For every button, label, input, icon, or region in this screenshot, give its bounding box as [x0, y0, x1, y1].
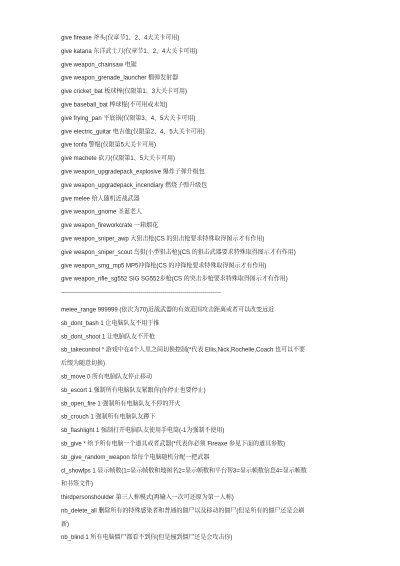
give-command-entry — [61, 245, 361, 258]
command-text-line: give tonfa 警棍(仅限第5大关卡可用) — [61, 141, 157, 149]
console-command-entry — [61, 410, 361, 423]
command-text-line: cl_showfps 1 显示帧数(1=显示帧数和地图名2=显示帧数和平台帮3=显示帧数信息4=显示帧数 — [61, 466, 307, 474]
console-command-entry — [61, 450, 361, 463]
separator-line: -------------------------------------------------------------------------------- — [61, 288, 221, 296]
command-text-line: sb_give * 给予所有电脑一个道具或者武器(*代表你必须 Fireaxe 参见下面的道具参数) — [61, 439, 286, 447]
give-command-entry — [61, 138, 361, 151]
command-text-line: sb_dont_shoot 1 让电脑队友不开枪 — [61, 332, 156, 340]
console-command-entry — [61, 316, 361, 329]
console-command-entry — [61, 343, 361, 370]
command-text-line: sb_move 0 所有电脑队友停止移动 — [61, 372, 153, 380]
give-command-entry — [61, 165, 361, 178]
give-command-entry — [61, 85, 361, 98]
give-command-list — [61, 31, 361, 286]
command-text-line: melee_range 999999 (依次为70)近战武器的有效范围攻击距离或者可以改变远近 — [61, 305, 275, 313]
command-text-line: give weapon_sniper_scout 鸟狙(小型狙击枪)(CS 的狙击武器要求特殊取得图示才有作用) — [61, 248, 296, 256]
command-text-line: give melee 给人随机近战武器 — [61, 194, 140, 202]
give-command-entry — [61, 259, 361, 272]
console-command-entry — [61, 370, 361, 383]
document-text-area — [61, 31, 361, 561]
give-command-entry — [61, 152, 361, 165]
command-text-line: 后缀为随意切换) — [61, 359, 105, 367]
console-command-list — [61, 303, 361, 544]
command-text-line: thirdpersonshoulder 第三人称模式(再输入一次可还原为第一人称) — [61, 493, 234, 501]
give-command-entry — [61, 192, 361, 205]
command-text-line: nb_delete_all 删除所有的特殊感染者和普通的僵尸以及移动的僵尸(但是所有的僵尸还是会刷 — [61, 506, 305, 514]
give-command-entry — [61, 44, 361, 57]
command-text-line: nb_blind 1 所有电脑僵尸都看不到你(但是撞到僵尸还是会攻击你) — [61, 533, 233, 541]
give-command-entry — [61, 219, 361, 232]
command-text-line: sb_takecontrol * 游戏中在4个人里之间切换控制(*代表 Ellis,Nick,Rochelle,Coach 也可以不要 — [61, 346, 306, 354]
give-command-entry — [61, 205, 361, 218]
command-text-line: give weapon_gnome 圣诞老人 — [61, 208, 143, 216]
command-text-line: give cricket_bat 板球棒(仅限第1、3大关卡可用) — [61, 87, 188, 95]
console-command-entry — [61, 437, 361, 450]
console-command-entry — [61, 464, 361, 491]
console-command-entry — [61, 491, 361, 504]
command-text-line: give weapon_fireworkcrate 一箱烟花 — [61, 221, 159, 229]
console-command-entry — [61, 383, 361, 396]
give-command-entry — [61, 111, 361, 124]
command-text-line: sb_give_random_weapon 给每个电脑随机分配一把武器 — [61, 453, 210, 461]
command-text-line: sb_open_fire 1 强制所有电脑队友不停的开火 — [61, 399, 181, 407]
console-command-entry — [61, 531, 361, 544]
give-command-entry — [61, 71, 361, 84]
command-text-line: give baseball_bat 棒球棍(不可用或未知) — [61, 100, 168, 108]
give-command-entry — [61, 272, 361, 285]
give-command-entry — [61, 178, 361, 191]
command-text-line: sb_escort 1 强制所有电脑队友紧跟你(你停止也要停止) — [61, 386, 206, 394]
give-command-entry — [61, 125, 361, 138]
console-command-entry — [61, 330, 361, 343]
command-text-line: give weapon_grenade_launcher 榴弹发射器 — [61, 74, 179, 82]
console-command-entry — [61, 397, 361, 410]
command-text-line: give weapon_rifle_sg552 SIG SG552步枪(CS 的突击步枪要求特殊取得图示才有作用) — [61, 275, 288, 283]
command-text-line: sb_crouch 1 强制所有电脑队友蹲下 — [61, 413, 156, 421]
command-text-line: give weapon_smg_mp5 MP5冲锋枪(CS 的冲锋枪要求特殊取得图示才有作用) — [61, 261, 267, 269]
command-text-line: give machete 砍刀(仅限第1、5大关卡可用) — [61, 154, 176, 162]
command-text-line: sb_dont_bash 1 让电脑队友不用于推 — [61, 319, 160, 327]
command-text-line: sb_flashlight 1 强制打开电脑队友使用手电筒(-1为强制不使用) — [61, 426, 225, 434]
command-text-line: give frying_pan 平底锅(仅限第3、4、5大关卡可用) — [61, 114, 196, 122]
command-text-line: give weapon_chainsaw 电锯 — [61, 60, 137, 68]
command-text-line: give weapon_sniper_awp 大狙击枪(CS 的狙击枪要求特殊取得图示才有作用) — [61, 234, 265, 242]
give-command-entry — [61, 58, 361, 71]
command-text-line: 和书签文件) — [61, 480, 93, 488]
command-text-line: 新) — [61, 520, 69, 528]
command-text-line: give katana 东洋武士刀(仅章节1、2、4大关卡可用) — [61, 47, 198, 55]
console-command-entry — [61, 504, 361, 531]
command-text-line: give weapon_upgradepack_incendiary 燃烧子弹升级包 — [61, 181, 208, 189]
give-command-entry — [61, 31, 361, 44]
command-text-line: give fireaxe 斧头(仅章节1、2、4大关卡可用) — [61, 34, 180, 41]
console-command-entry — [61, 424, 361, 437]
give-command-entry — [61, 232, 361, 245]
console-command-entry — [61, 303, 361, 316]
command-text-line: give electric_guitar 电吉他(仅限第2、4、5大关卡可用) — [61, 127, 205, 135]
command-text-line: give weapon_upgradepack_explosive 爆炸子弹升级包 — [61, 167, 205, 175]
document-body — [61, 31, 361, 544]
give-command-entry — [61, 98, 361, 111]
